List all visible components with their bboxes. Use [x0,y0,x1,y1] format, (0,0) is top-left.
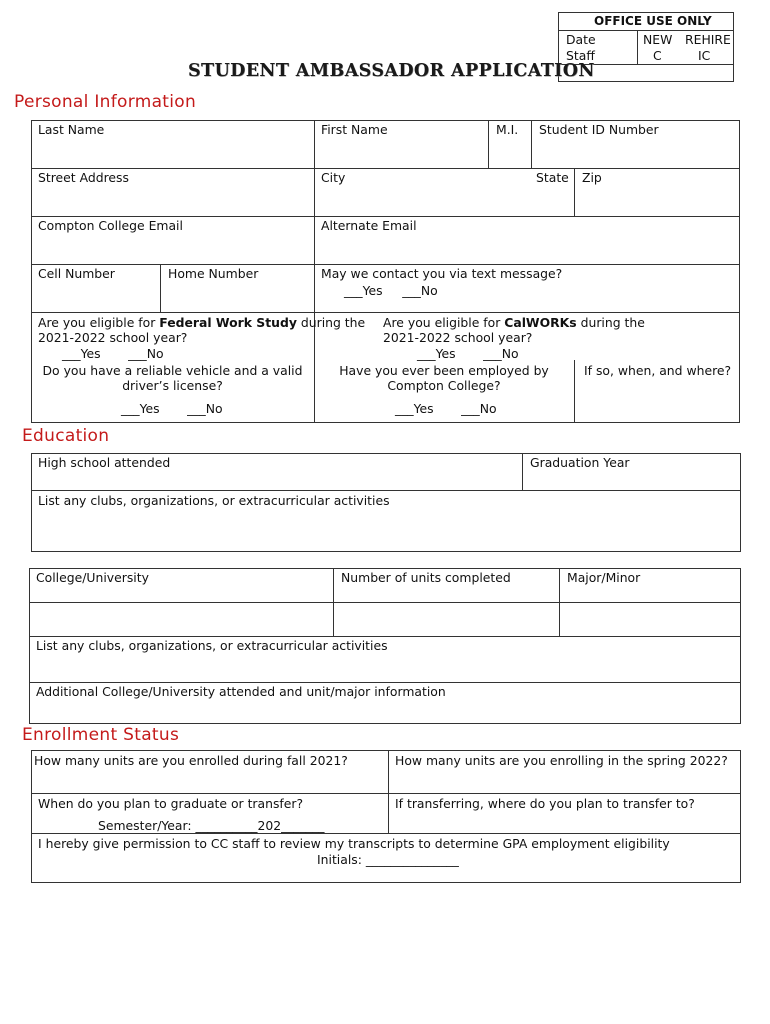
text-contact-options[interactable]: ___Yes ___No [344,283,438,298]
office-ic-label: IC [698,48,711,63]
employed-options[interactable]: ___Yes ___No [395,401,497,416]
transcript-permission: I hereby give permission to CC staff to review my transcripts to determine GPA employment eligibility [38,836,670,851]
section-heading-personal: Personal Information [14,92,197,112]
row-divider [31,312,740,313]
row-divider [314,360,740,361]
office-divider [558,30,734,31]
when-where-field[interactable]: If so, when, and where? [584,363,732,378]
office-c-label: C [653,48,662,63]
fall-units-field[interactable]: How many units are you enrolled during fall 2021? [34,753,348,768]
col-divider [488,120,489,168]
calworks-question [383,315,645,330]
graduate-transfer-field[interactable]: When do you plan to graduate or transfer? [38,796,304,811]
street-address-field[interactable]: Street Address [38,170,129,185]
college-activities-field[interactable]: List any clubs, organizations, or extracurricular activities [36,638,388,653]
col-divider [574,360,575,423]
fws-question [38,315,365,330]
row-divider [31,168,740,169]
high-school-field[interactable]: High school attended [38,455,171,470]
office-date-label: Date [566,32,596,47]
first-name-field[interactable]: First Name [321,122,388,137]
college-email-field[interactable]: Compton College Email [38,218,183,233]
section-heading-education: Education [22,426,110,446]
office-divider [637,30,638,65]
zip-field[interactable]: Zip [582,170,602,185]
page-title: STUDENT AMBASSADOR APPLICATION [188,61,595,81]
graduation-year-field[interactable]: Graduation Year [530,455,630,470]
home-number-field[interactable]: Home Number [168,266,259,281]
fws-question-year: 2021-2022 school year? [38,330,188,345]
row-divider [29,636,741,637]
row-divider [31,833,741,834]
office-staff-label: Staff [566,48,595,63]
employed-question-line2: Compton College? [387,378,501,393]
hs-activities-field[interactable]: List any clubs, organizations, or extracurricular activities [38,493,390,508]
section-heading-enrollment: Enrollment Status [22,725,180,745]
student-id-field[interactable]: Student ID Number [539,122,659,137]
state-field[interactable]: State [536,170,569,185]
fws-question-post: during the [296,315,366,330]
vehicle-question: Do you have a reliable vehicle and a valid [42,363,303,378]
office-heading: OFFICE USE ONLY [594,14,712,28]
calworks-options[interactable]: ___Yes ___No [417,346,519,361]
row-divider [31,793,741,794]
col-divider [574,168,575,216]
row-divider [29,682,741,683]
col-divider [531,120,532,168]
employed-question: Have you ever been employed by [339,363,549,378]
fws-question-pre: Are you eligible for [38,315,160,330]
alternate-email-field[interactable]: Alternate Email [321,218,417,233]
text-contact-question: May we contact you via text message? [321,266,563,281]
calworks-question-pre: Are you eligible for [383,315,505,330]
fws-term: Federal Work Study [159,315,297,330]
initials-field[interactable]: Initials: _______________ [317,852,459,867]
vehicle-options[interactable]: ___Yes ___No [121,401,223,416]
college-field[interactable]: College/University [36,570,149,585]
col-divider [160,264,161,312]
row-divider [31,490,741,491]
city-field[interactable]: City [321,170,346,185]
calworks-term: CalWORKs [504,315,577,330]
transfer-destination-field[interactable]: If transferring, where do you plan to transfer to? [395,796,695,811]
cell-number-field[interactable]: Cell Number [38,266,115,281]
row-divider [31,216,740,217]
calworks-question-post: during the [576,315,645,330]
row-divider [31,264,740,265]
major-minor-field[interactable]: Major/Minor [567,570,641,585]
spring-units-field[interactable]: How many units are you enrolling in the spring 2022? [395,753,728,768]
office-rehire-label: REHIRE [685,32,731,47]
col-divider [559,568,560,636]
middle-initial-field[interactable]: M.I. [496,122,519,137]
semester-year-field[interactable]: Semester/Year: __________202_______ [98,818,325,833]
row-divider [29,602,741,603]
col-divider [388,750,389,833]
units-completed-field[interactable]: Number of units completed [341,570,511,585]
vehicle-question-line2: driver’s license? [122,378,223,393]
office-new-label: NEW [643,32,673,47]
calworks-question-year: 2021-2022 school year? [383,330,533,345]
col-divider [333,568,334,636]
col-divider [522,453,523,490]
additional-college-field[interactable]: Additional College/University attended and unit/major information [36,684,446,699]
last-name-field[interactable]: Last Name [38,122,105,137]
fws-options[interactable]: ___Yes ___No [62,346,164,361]
